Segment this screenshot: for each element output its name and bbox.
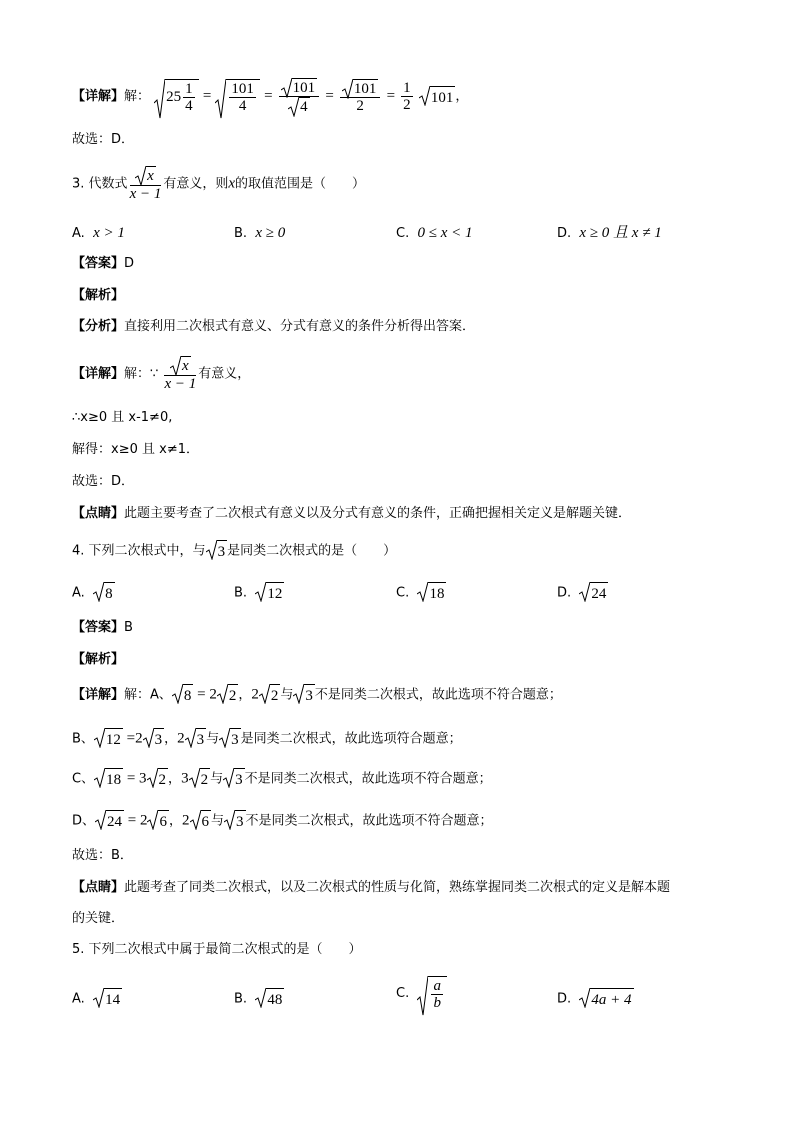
radical-sign-icon	[215, 79, 226, 119]
option-expr: x ≥ 0 且 x ≠ 1	[579, 225, 662, 241]
radical-sign-icon	[143, 728, 154, 748]
radical-sign-icon	[259, 684, 270, 704]
detail-label-c: C、	[72, 771, 95, 787]
q3-answer	[72, 254, 134, 274]
tag-comment: 【点睛】	[72, 880, 125, 895]
option-label: C.	[396, 585, 410, 601]
radical-sign-icon	[223, 768, 234, 788]
option-label: D.	[557, 226, 572, 241]
radical-sign-icon	[94, 728, 105, 748]
option-num: a	[433, 978, 441, 994]
radical-sign-icon	[281, 78, 292, 98]
num-101: 101	[353, 81, 377, 97]
radical-sign-icon	[189, 768, 200, 788]
q3-comment	[72, 504, 631, 524]
frac-den: 4	[185, 98, 193, 114]
radical-sign-icon	[94, 768, 105, 788]
radical-sign-icon	[206, 540, 217, 560]
rad-101: 101	[430, 86, 456, 108]
detail-label-d: D、	[72, 813, 96, 829]
q3-analysis	[72, 317, 475, 337]
option-label: D.	[557, 585, 572, 601]
radical-sign-icon	[255, 582, 266, 602]
option-label: A.	[72, 226, 85, 241]
radical-sign-icon	[288, 97, 299, 117]
half-num: 1	[403, 80, 411, 96]
q4-comment-2: 的关键．	[72, 911, 125, 926]
den-2: 2	[356, 98, 364, 114]
option-label: B.	[234, 991, 248, 1007]
q3-option-b[interactable]	[234, 223, 285, 244]
frac-sqrt101-sqrt4	[279, 78, 320, 115]
option-radicand: 24	[590, 582, 608, 604]
radical-sign-icon	[170, 356, 181, 376]
radical-sign-icon	[342, 79, 353, 99]
radical-sign-icon	[224, 810, 235, 830]
comma: ，	[455, 89, 469, 104]
comment-text: 此题主要考查了二次根式有意义以及分式有意义的条件，正确把握相关定义是解题关键．	[124, 506, 632, 521]
detail-label-b: B、	[72, 731, 94, 747]
stem-suffix: 是同类二次根式的是（ ）	[227, 543, 397, 559]
detail-b-text: 是同类二次根式，故此选项符合题意；	[240, 731, 462, 747]
yu: 与	[211, 813, 225, 829]
radical-sign-icon	[579, 582, 590, 602]
sqrt-25-1-4	[154, 79, 199, 114]
tag-jiexi: 【解析】	[72, 288, 125, 303]
q5-option-b[interactable]	[234, 988, 284, 1010]
frac-sqrt101-2	[340, 79, 381, 114]
num-101: 101	[292, 80, 316, 96]
q3-option-a[interactable]	[72, 223, 125, 244]
var-x: x	[228, 175, 236, 192]
tag-detail: 【详解】	[72, 89, 125, 104]
option-radicand: 4a + 4	[590, 988, 633, 1010]
question-4-stem	[72, 540, 396, 562]
option-radicand: 48	[266, 988, 284, 1010]
q3-jiexi	[72, 286, 124, 306]
radical-sign-icon	[417, 582, 428, 602]
detail-c-text: 不是同类二次根式，故此选项不符合题意；	[244, 771, 492, 787]
frac-half	[401, 80, 413, 113]
q4-detail-d: D、 24 = 2 6 ，2 6 与 3 不是同类二次根式，故此选项不符合题意；	[72, 810, 493, 832]
tag-comment: 【点睛】	[72, 506, 125, 521]
q3-detail	[72, 356, 250, 392]
question-number: 4.	[72, 543, 85, 559]
q4-comment-1	[72, 878, 670, 898]
q3-option-d[interactable]	[557, 223, 662, 244]
option-label: A.	[72, 991, 85, 1007]
option-label: B.	[234, 226, 248, 241]
question-3-stem	[72, 166, 365, 202]
q4-option-b[interactable]	[234, 582, 284, 604]
q3-option-c[interactable]	[396, 223, 473, 244]
comment-text: 此题考查了同类二次根式，以及二次根式的性质与化简，熟练掌握同类二次根式的定义是解本题	[124, 880, 671, 895]
num-101: 101	[231, 81, 254, 97]
radical-sign-icon	[190, 810, 201, 830]
option-label: B.	[234, 585, 248, 601]
q4-jiexi	[72, 650, 124, 670]
tag-answer: 【答案】	[72, 256, 125, 271]
question-5-stem	[72, 940, 362, 960]
q4-choose: 故选：B．	[72, 848, 133, 863]
radical-sign-icon	[95, 810, 106, 830]
tag-analysis: 【分析】	[72, 319, 125, 334]
analysis-text: 直接利用二次根式有意义、分式有意义的条件分析得出答案．	[124, 319, 476, 334]
option-expr: 0 ≤ x < 1	[417, 225, 473, 241]
q3-choose: 故选：D．	[72, 474, 135, 489]
q4-detail-a: 【详解】解：A、 8 = 2 2 ，2 2 与 3 不是同类二次根式，故此选项不符合题意；	[72, 684, 562, 706]
q4-option-c[interactable]	[396, 582, 446, 604]
detail-prefix: 解：∵	[124, 366, 159, 382]
option-expr: x ≥ 0	[255, 225, 286, 241]
detail-line-q2: 【详解】解： 25 $\frac{1}{4}$ = $\frac{101}{4}$ = $\frac{101}{4}$ = $\frac{101}{2}$ = $\frac{1}{2}$ 101 ，	[72, 78, 468, 115]
radical-sign-icon	[93, 582, 104, 602]
option-label: C.	[396, 226, 410, 241]
stem-tail: 的取值范围是（ ）	[235, 176, 366, 192]
half-den: 2	[403, 97, 411, 113]
radical-sign-icon	[147, 768, 158, 788]
choose-line-q2: 故选：D．	[72, 132, 135, 147]
option-expr: x > 1	[93, 225, 125, 241]
radical-sign-icon	[219, 728, 230, 748]
detail-suffix: 有意义，	[198, 366, 251, 382]
question-number: 5.	[72, 942, 85, 957]
q4-option-d[interactable]	[557, 582, 608, 604]
q5-option-d[interactable]	[557, 988, 634, 1010]
stem-suffix: 有意义，则	[163, 176, 229, 192]
tag-answer: 【答案】	[72, 620, 125, 635]
q5-option-c[interactable]	[396, 976, 447, 1011]
den-4: 4	[238, 98, 247, 114]
yu: 与	[210, 771, 224, 787]
detail-d-text: 不是同类二次根式，故此选项不符合题意；	[245, 813, 493, 829]
q4-detail-b: B、 12 =2 3 ，2 3 与 3 是同类二次根式，故此选项符合题意；	[72, 728, 462, 750]
detail-a-text: 不是同类二次根式，故此选项不符合题意；	[314, 687, 562, 703]
answer-value: D	[124, 256, 135, 271]
den-4: 4	[300, 99, 308, 115]
yu: 与	[206, 731, 220, 747]
option-label: A.	[72, 585, 85, 601]
sqrt-101	[419, 86, 456, 108]
radical-sign-icon	[154, 79, 165, 119]
yu: 与	[280, 687, 294, 703]
radical-sign-icon	[417, 976, 428, 1016]
stem-prefix: 下列二次根式中，与	[88, 543, 206, 559]
radical-sign-icon	[419, 86, 430, 106]
radical-sign-icon	[293, 684, 304, 704]
tag-jiexi: 【解析】	[72, 652, 125, 667]
frac-sqrtx-over-x-1: $\frac{x}{x - 1}$	[164, 358, 197, 392]
frac-sqrtx-over-x-1: $\frac{x}{x - 1}$	[129, 168, 162, 202]
option-label: C.	[396, 986, 410, 1001]
whole-25: 25	[166, 89, 182, 105]
stem-prefix: 代数式	[88, 176, 128, 192]
q3-line2: 解得：x≥0 且 x≠1．	[72, 442, 199, 457]
sqrt-101-over-4	[215, 79, 260, 114]
question-number: 3.	[72, 176, 85, 192]
tag-detail: 【详解】	[72, 366, 125, 382]
radical-sign-icon	[579, 988, 590, 1008]
q3-line1: ∴x≥0 且 x-1≠0,	[72, 410, 173, 425]
radical-sign-icon	[185, 728, 196, 748]
radical-sign-icon	[255, 988, 266, 1008]
option-radicand: 18	[428, 582, 446, 604]
option-radicand: 14	[104, 988, 122, 1010]
radical-sign-icon	[217, 684, 228, 704]
jie-text: 解：	[124, 89, 151, 104]
detail-label-a: 解：A、	[124, 687, 172, 703]
q4-answer	[72, 618, 133, 638]
sqrt-3: 3	[206, 540, 228, 562]
q4-option-a[interactable]	[72, 582, 115, 604]
tag-detail: 【详解】	[72, 687, 125, 703]
answer-value: B	[124, 620, 133, 635]
option-label: D.	[557, 991, 572, 1007]
option-den: b	[433, 995, 441, 1011]
q5-option-a[interactable]	[72, 988, 122, 1010]
radical-sign-icon	[147, 810, 158, 830]
q4-detail-c: C、 18 = 3 2 ，3 2 与 3 不是同类二次根式，故此选项不符合题意；	[72, 768, 492, 790]
radical-sign-icon	[135, 166, 146, 186]
radical-sign-icon	[93, 988, 104, 1008]
frac-num: 1	[185, 81, 193, 97]
radical-sign-icon	[172, 684, 183, 704]
stem-text: 下列二次根式中属于最简二次根式的是（ ）	[88, 942, 362, 957]
option-radicand: 8	[104, 582, 115, 604]
option-radicand: 12	[266, 582, 284, 604]
